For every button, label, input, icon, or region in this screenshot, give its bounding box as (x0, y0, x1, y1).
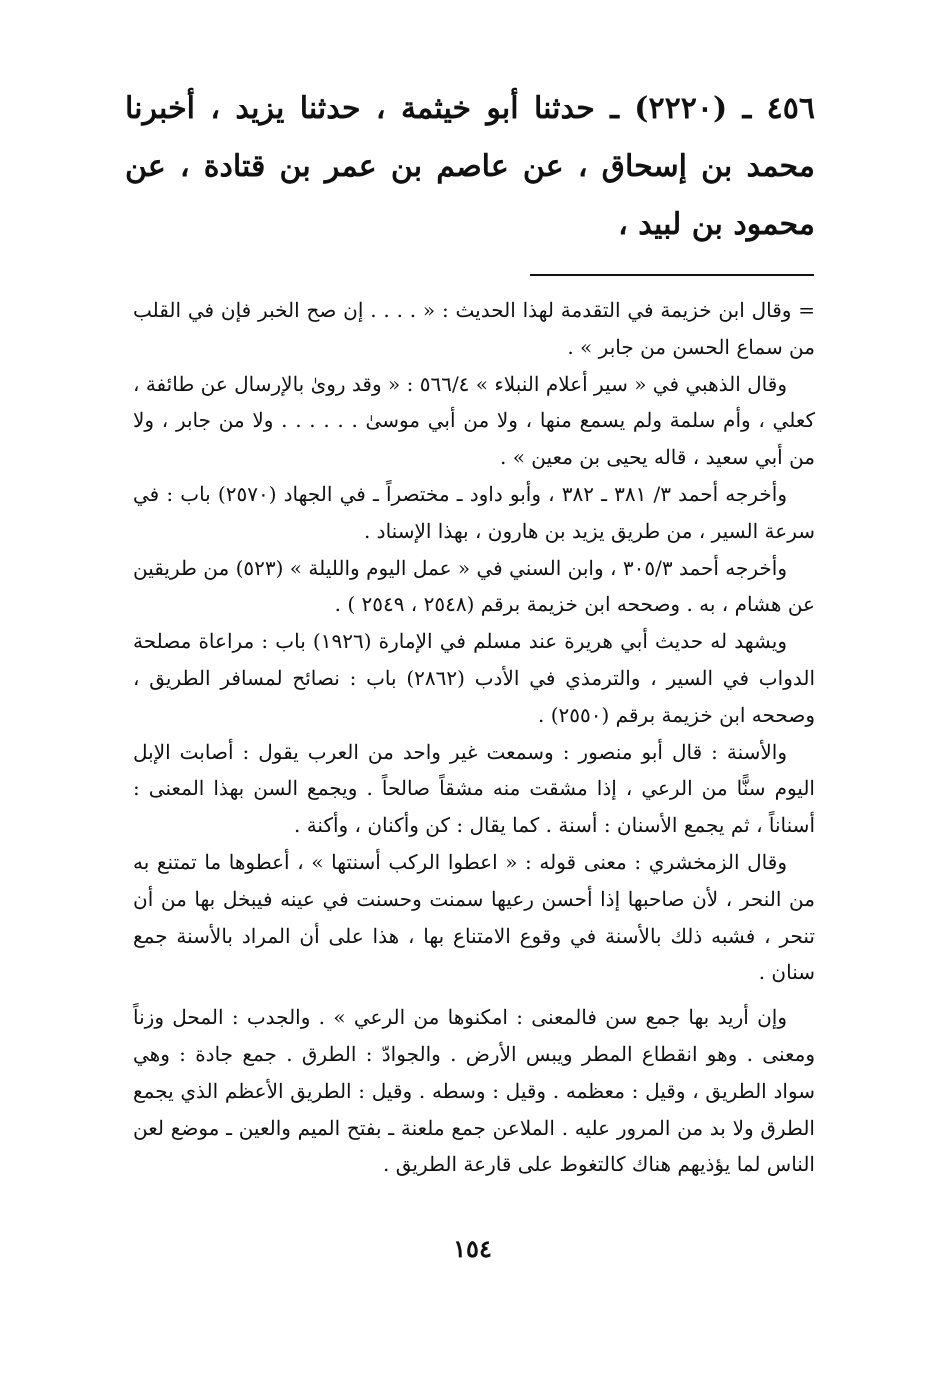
footnote-paragraph: ويشهد له حديث أبي هريرة عند مسلم في الإمارة (١٩٢٦) باب : مراعاة مصلحة الدواب في السير ، والترمذي في الأدب (٢٨٦٢) باب : نصائح لمسافر الطريق ، وصححه ابن خزيمة برقم (٢٥٥٠) . (133, 629, 816, 727)
hadith-text: ٤٥٦ ـ (٢٢٢٠) ـ حدثنا أبو خيثمة ، حدثنا يزيد ، أخبرنا محمد بن إسحاق ، عن عاصم بن عمر بن قتادة ، عن محمود بن لبيد ، (125, 91, 815, 242)
footnote-paragraph: وقال الذهبي في « سير أعلام النبلاء » ٥٦٦/٤ : « وقد روىٰ بالإرسال عن طائفة ، كعلي ، وأم سلمة ولم يسمع منها ، ولا من أبي موسىٰ . . . . . . ولا من جابر ، ولا من أبي سعيد ، قاله يحيى بن معين » . (133, 371, 815, 470)
footnote-paragraph: وأخرجه أحمد ٣/ ٣٨١ ـ ٣٨٢ ، وأبو داود ـ مختصراً ـ في الجهاد (٢٥٧٠) باب : في سرعة السير ، من طريق يزيد بن هارون ، بهذا الإسناد . (133, 481, 815, 543)
footnotes (133, 292, 815, 1183)
footnote-paragraph: وأخرجه أحمد ٣٠٥/٣ ، وابن السني في « عمل اليوم والليلة » (٥٢٣) من طريقين عن هشام ، به . وصححه ابن خزيمة برقم (٢٥٤٨ ، ٢٥٤٩ ) . (133, 555, 815, 617)
footnote-paragraph: والأسنة : قال أبو منصور : وسمعت غير واحد من العرب يقول : أصابت الإبل اليوم سنًّا من الرعي ، إذا مشقت منه مشقاً صالحاً . ويجمع السن بهذا المعنى : أسناناً ، ثم يجمع الأسنان : أسنة . كما يقال : كن وأكنان ، وأكنة . (133, 739, 815, 838)
footnote-separator (530, 274, 814, 276)
footnote-paragraph: وإن أريد بها جمع سن فالمعنى : امكنوها من الرعي » . والجدب : المحل وزناً ومعنى . وهو انقطاع المطر ويبس الأرض . والجوادّ : الطرق . جمع جادة : وهي سواد الطريق ، وقيل : معظمه . وقيل : وسطه . وقيل : الطريق الأعظم الذي يجمع الطرق ولا بد من المرور عليه . الملاعن جمع ملعنة ـ بفتح الميم والعين ـ موضع لعن الناس لما يؤذيهم هناك كالتغوط على قارعة الطريق . (133, 1005, 815, 1177)
footnote-paragraph: وقال الزمخشري : معنى قوله : « اعطوا الركب أسنتها » ، أعطوها ما تمتنع به من النحر ، لأن صاحبها إذا أحسن رعيها سمنت وحسنت في عينه فيبخل بها من أن تنحر ، فشبه ذلك بالأسنة في وقوع الامتناع بها ، هذا على أن المراد بالأسنة جمع سنان . (133, 849, 815, 985)
page-number: ١٥٤ (453, 1234, 492, 1263)
footnote-paragraph: = وقال ابن خزيمة في التقدمة لهذا الحديث : « . . . . إن صح الخبر فإن في القلب من سماع الحسن من جابر » . (133, 298, 816, 359)
